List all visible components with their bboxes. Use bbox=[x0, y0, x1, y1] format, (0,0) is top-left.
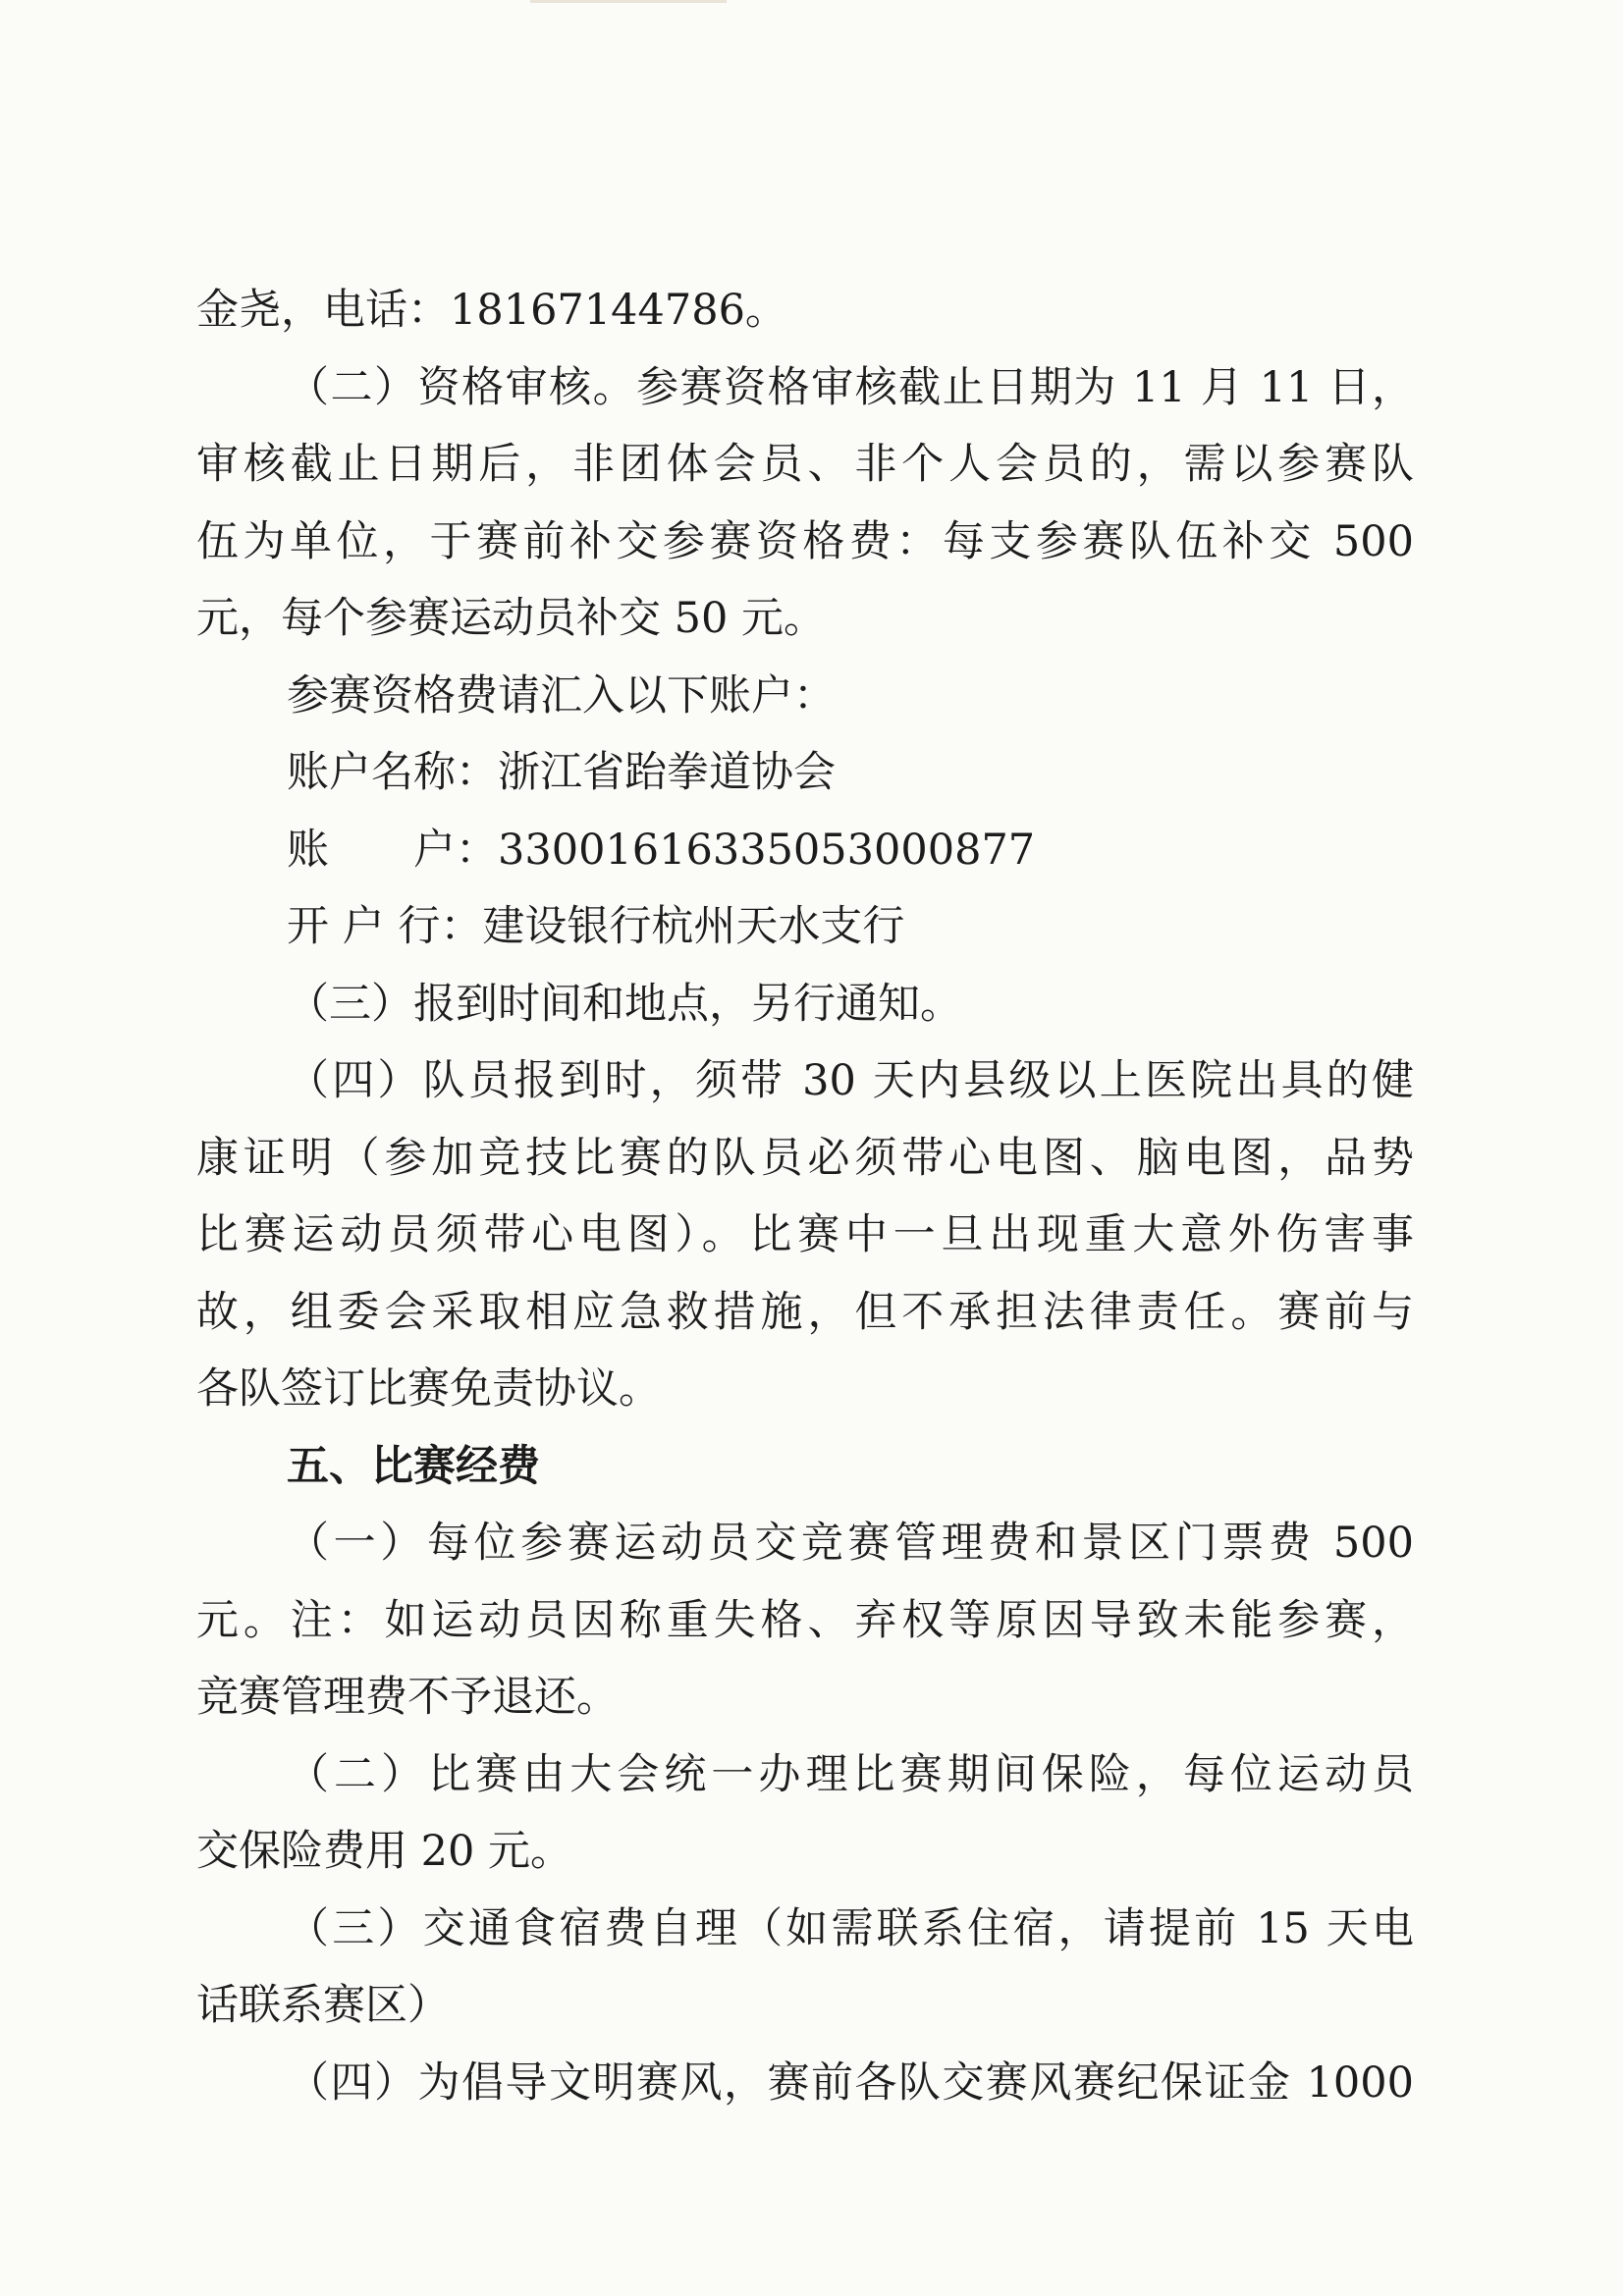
paragraph-line: 伍为单位，于赛前补交参赛资格费：每支参赛队伍补交 500 bbox=[196, 517, 1414, 566]
paragraph-line: （二）资格审核。参赛资格审核截止日期为 11 月 11 日， bbox=[287, 363, 1414, 412]
account-number: 账 户：33001616335053000877 bbox=[287, 826, 1036, 875]
section-heading: 五、比赛经费 bbox=[287, 1442, 540, 1491]
paragraph-line: 元，每个参赛运动员补交 50 元。 bbox=[196, 594, 827, 643]
paragraph-line: 故，组委会采取相应急救措施，但不承担法律责任。赛前与 bbox=[196, 1288, 1414, 1337]
paragraph-line: （四）队员报到时，须带 30 天内县级以上医院出具的健 bbox=[287, 1056, 1414, 1105]
scan-artifact bbox=[530, 0, 727, 3]
paragraph-line: 元。注：如运动员因称重失格、弃权等原因导致未能参赛， bbox=[196, 1596, 1414, 1645]
account-name: 账户名称：浙江省跆拳道协会 bbox=[287, 748, 836, 797]
paragraph-line: （二）比赛由大会统一办理比赛期间保险，每位运动员 bbox=[287, 1750, 1414, 1799]
paragraph-line: 各队签订比赛免责协议。 bbox=[196, 1364, 661, 1414]
paragraph-line: 竞赛管理费不予退还。 bbox=[196, 1673, 619, 1722]
contact-line: 金尧，电话：18167144786。 bbox=[196, 286, 787, 335]
account-bank: 开 户 行：建设银行杭州天水支行 bbox=[287, 902, 905, 951]
paragraph-line: （四）为倡导文明赛风，赛前各队交赛风赛纪保证金 1000 bbox=[287, 2058, 1414, 2108]
paragraph-line: 审核截止日期后，非团体会员、非个人会员的，需以参赛队 bbox=[196, 440, 1414, 489]
paragraph-line: 话联系赛区） bbox=[196, 1981, 450, 2030]
paragraph-line: （三）报到时间和地点，另行通知。 bbox=[287, 980, 962, 1029]
account-intro: 参赛资格费请汇入以下账户： bbox=[287, 671, 836, 721]
paragraph-line: （一）每位参赛运动员交竞赛管理费和景区门票费 500 bbox=[287, 1519, 1414, 1568]
paragraph-line: 交保险费用 20 元。 bbox=[196, 1827, 573, 1876]
paragraph-line: 比赛运动员须带心电图）。比赛中一旦出现重大意外伤害事 bbox=[196, 1210, 1414, 1259]
paragraph-line: （三）交通食宿费自理（如需联系住宿，请提前 15 天电 bbox=[287, 1904, 1414, 1953]
paragraph-line: 康证明（参加竞技比赛的队员必须带心电图、脑电图，品势 bbox=[196, 1134, 1414, 1183]
